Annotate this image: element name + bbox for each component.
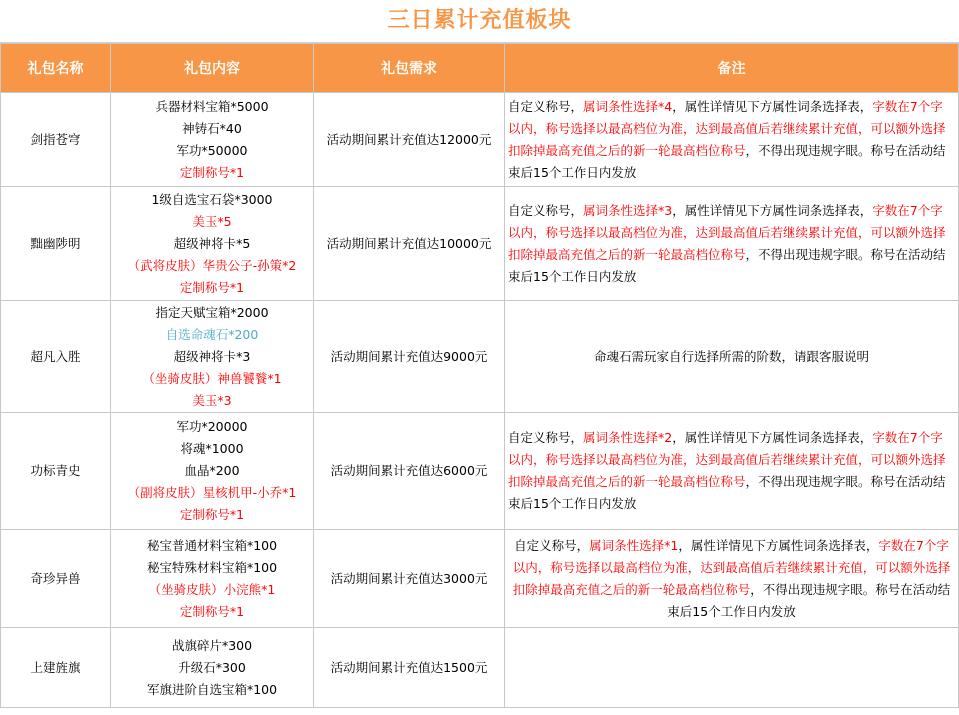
gift-pack-item: 定制称号*1 (179, 164, 245, 180)
note-segment: 字数在7个字以内，称号选择以最高档位为准，达到最高值后若继续累计充值，可以额外选择扣除掉最高充值之后的新一轮最高档位称号 (508, 202, 946, 262)
gift-pack-requirement: 活动期间累计充值达1500元 (314, 628, 505, 708)
table-row (1, 93, 959, 187)
gift-pack-item: 军功*20000 (176, 419, 248, 434)
page-title-bar (0, 0, 959, 43)
gift-pack-requirement: 活动期间累计充值达10000元 (314, 187, 505, 301)
gift-pack-item: 升级石*300 (178, 659, 246, 675)
note-segment: ，不得出现违规字眼。称号在活动结束后15个工作日内发放 (667, 581, 951, 619)
table-row (1, 301, 959, 413)
note-segment: ，属性详情见下方属性词条选择表， (672, 202, 873, 218)
gift-pack-name: 功标青史 (1, 413, 111, 530)
table-body (1, 93, 959, 708)
column-header-content: 礼包内容 (111, 44, 314, 93)
page-title: 三日累计充值板块 (387, 8, 572, 33)
gift-pack-item: （坐骑皮肤）小浣熊*1 (148, 581, 276, 597)
note-segment: 属词条性选择*1 (589, 537, 679, 553)
gift-pack-item: 军旗进阶自选宝箱*100 (146, 681, 278, 697)
note-segment: 字数在7个字以内，称号选择以最高档位为准，达到最高值后若继续累计充值，可以额外选择扣除掉最高充值之后的新一轮最高档位称号 (508, 430, 946, 489)
note-segment: 自定义称号， (514, 537, 590, 553)
note-segment: 命魂石需玩家自行选择所需的阶数，请跟客服说明 (593, 348, 869, 364)
gift-pack-note (505, 93, 959, 187)
note-segment: 字数在7个字以内，称号选择以最高档位为准，达到最高值后若继续累计充值，可以额外选择扣除掉最高充值之后的新一轮最高档位称号 (512, 537, 951, 597)
table-row (1, 413, 959, 530)
gift-pack-item: 超级神将卡*5 (173, 235, 251, 251)
column-header-requirement: 礼包需求 (314, 44, 505, 93)
gift-pack-item: 1级自选宝石袋*3000 (151, 191, 273, 207)
gift-pack-item: 定制称号*1 (179, 279, 245, 295)
gift-pack-requirement: 活动期间累计充值达3000元 (314, 530, 505, 628)
gift-pack-item: （坐骑皮肤）神兽饕餮*1 (142, 370, 282, 386)
note-segment: 属词条性选择*4 (583, 98, 673, 114)
column-header-note: 备注 (505, 44, 959, 93)
gift-pack-item: 超级神将卡*3 (173, 348, 251, 364)
gift-pack-item: 定制称号*1 (179, 507, 245, 522)
gift-pack-table (0, 43, 959, 708)
gift-pack-item: 秘宝普通材料宝箱*100 (146, 537, 278, 553)
table-row (1, 530, 959, 628)
gift-pack-item: 自选命魂石*200 (165, 326, 259, 342)
gift-pack-content (111, 187, 314, 301)
gift-pack-item: 定制称号*1 (179, 603, 245, 619)
gift-pack-item: 美玉*5 (192, 213, 232, 229)
gift-pack-requirement: 活动期间累计充值达12000元 (314, 93, 505, 187)
gift-pack-name: 奇珍异兽 (1, 530, 111, 628)
gift-pack-item: 血晶*200 (184, 463, 240, 478)
gift-pack-item: （副将皮肤）星核机甲-小乔*1 (127, 485, 297, 500)
gift-pack-requirement: 活动期间累计充值达9000元 (314, 301, 505, 413)
note-segment: 自定义称号， (508, 98, 584, 114)
gift-pack-content (111, 530, 314, 628)
table-row (1, 628, 959, 708)
note-segment: 自定义称号， (508, 430, 584, 445)
gift-pack-content (111, 93, 314, 187)
gift-pack-name: 剑指苍穹 (1, 93, 111, 187)
column-header-name: 礼包名称 (1, 44, 111, 93)
gift-pack-item: 将魂*1000 (180, 441, 244, 456)
note-segment: ，属性详情见下方属性词条选择表， (672, 430, 873, 445)
gift-pack-item: 神铸石*40 (182, 120, 242, 136)
gift-pack-item: 兵器材料宝箱*5000 (155, 98, 269, 114)
gift-pack-note (505, 530, 959, 628)
gift-pack-note (505, 413, 959, 530)
gift-pack-requirement: 活动期间累计充值达6000元 (314, 413, 505, 530)
gift-pack-item: 指定天赋宝箱*2000 (155, 304, 269, 320)
gift-pack-note (505, 301, 959, 413)
gift-pack-item: （武将皮肤）华贵公子-孙策*2 (127, 257, 297, 273)
gift-pack-note (505, 187, 959, 301)
gift-pack-item: 秘宝特殊材料宝箱*100 (146, 559, 278, 575)
note-segment: 属词条性选择*3 (583, 202, 673, 218)
note-segment: ，不得出现违规字眼。称号在活动结束后15个工作日内发放 (508, 474, 946, 511)
note-segment: ，属性详情见下方属性词条选择表， (672, 98, 873, 114)
note-segment: ，不得出现违规字眼。称号在活动结束后15个工作日内发放 (508, 142, 946, 180)
note-segment: 属词条性选择*2 (583, 430, 673, 445)
gift-pack-item: 军功*50000 (176, 142, 248, 158)
gift-pack-name: 黜幽陟明 (1, 187, 111, 301)
gift-pack-content (111, 413, 314, 530)
gift-pack-content (111, 628, 314, 708)
gift-pack-item: 战旗碎片*300 (171, 637, 253, 653)
note-segment: 自定义称号， (508, 202, 584, 218)
note-segment: 字数在7个字以内，称号选择以最高档位为准，达到最高值后若继续累计充值，可以额外选择扣除掉最高充值之后的新一轮最高档位称号 (508, 98, 946, 158)
note-segment: ，不得出现违规字眼。称号在活动结束后15个工作日内发放 (508, 246, 946, 284)
gift-pack-note (505, 628, 959, 708)
gift-pack-name: 超凡入胜 (1, 301, 111, 413)
table-row (1, 187, 959, 301)
gift-pack-item: 美玉*3 (192, 392, 232, 408)
gift-pack-name: 上建旌旗 (1, 628, 111, 708)
note-segment: ，属性详情见下方属性词条选择表， (678, 537, 879, 553)
table-header-row (1, 44, 959, 93)
gift-pack-content (111, 301, 314, 413)
